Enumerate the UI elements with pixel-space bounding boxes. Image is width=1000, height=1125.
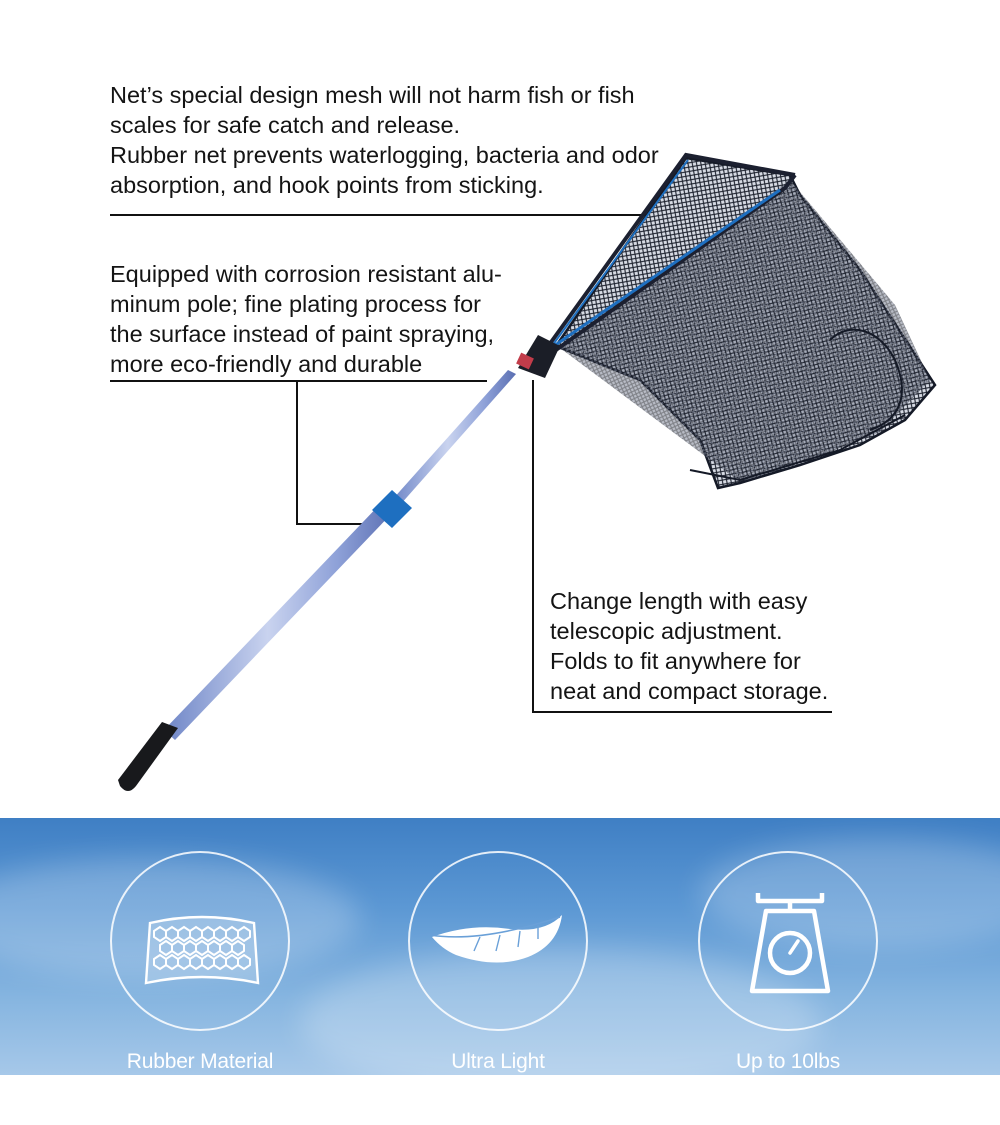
- callout-line: Folds to fit anywhere for: [550, 648, 801, 674]
- feather-icon: [410, 853, 590, 1033]
- callout-line: minum pole; fine plating process for: [110, 291, 481, 317]
- feature-label: Rubber Material: [126, 1050, 274, 1073]
- telescopic-pole: [118, 370, 516, 791]
- callout-line: the surface instead of paint spraying,: [110, 321, 495, 347]
- feature-ring: [110, 851, 290, 1031]
- callout-net-design: [110, 80, 659, 200]
- callout-line: Net’s special design mesh will not harm fish or fish: [110, 82, 635, 108]
- feature-label: Ultra Light: [451, 1050, 545, 1073]
- scale-icon: [700, 853, 880, 1033]
- callout-line: scales for safe catch and release.: [110, 112, 461, 138]
- callout-line: Change length with easy: [550, 588, 808, 614]
- callout-pole: [110, 259, 502, 379]
- feature-load-capacity: [696, 848, 880, 1075]
- feature-ring: [408, 851, 588, 1031]
- callout-line: more eco-friendly and durable: [110, 351, 423, 377]
- rubber-mesh-icon: [112, 853, 292, 1033]
- features-band: [0, 818, 1000, 1075]
- callout-line: neat and compact storage.: [550, 678, 829, 704]
- callout-line: telescopic adjustment.: [550, 618, 783, 644]
- feature-label: Up to 10lbs: [735, 1050, 841, 1073]
- net-bag: [556, 158, 935, 488]
- feature-ring: [698, 851, 878, 1031]
- callout-telescopic: [550, 586, 828, 706]
- pole-grip: [118, 722, 178, 791]
- callout-line: Rubber net prevents waterlogging, bacteria and odor: [110, 142, 659, 168]
- leader-line-pole: [110, 381, 487, 524]
- callout-line: Equipped with corrosion resistant alu-: [110, 261, 502, 287]
- feature-ultra-light: [406, 848, 590, 1075]
- feature-rubber-material: [108, 848, 292, 1075]
- callout-line: absorption, and hook points from sticking.: [110, 172, 544, 198]
